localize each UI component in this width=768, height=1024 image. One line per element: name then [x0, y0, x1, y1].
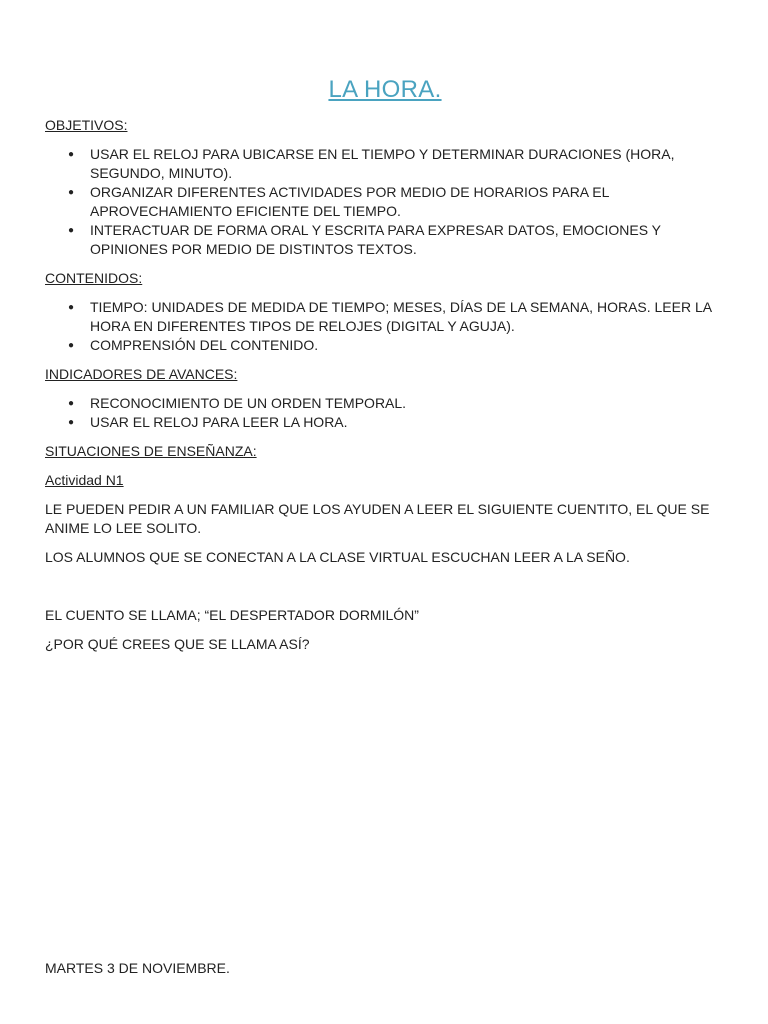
list-item: ● USAR EL RELOJ PARA LEER LA HORA. [90, 413, 725, 432]
contenidos-heading: CONTENIDOS: [45, 270, 143, 286]
actividad-paragraph: LE PUEDEN PEDIR A UN FAMILIAR QUE LOS AYUDEN A LEER EL SIGUIENTE CUENTITO, EL QUE SE ANIME LO LEE SOLITO. [45, 501, 710, 536]
objetivos-heading: OBJETIVOS: [45, 117, 128, 133]
actividad-paragraph: LOS ALUMNOS QUE SE CONECTAN A LA CLASE VIRTUAL ESCUCHAN LEER A LA SEÑO. [45, 549, 630, 565]
list-item: ● TIEMPO: UNIDADES DE MEDIDA DE TIEMPO; MESES, DÍAS DE LA SEMANA, HORAS. LEER LA HORA EN DIFERENTES TIPOS DE RELOJES (DIGITAL Y AGUJA). [90, 298, 725, 336]
objetivos-list [45, 145, 725, 259]
story-question: ¿POR QUÉ CREES QUE SE LLAMA ASÍ? [45, 636, 310, 652]
actividad-heading: Actividad N1 [45, 472, 124, 488]
list-item: ● RECONOCIMIENTO DE UN ORDEN TEMPORAL. [90, 394, 725, 413]
situaciones-heading: SITUACIONES DE ENSEÑANZA: [45, 443, 257, 459]
list-item: ● INTERACTUAR DE FORMA ORAL Y ESCRITA PARA EXPRESAR DATOS, EMOCIONES Y OPINIONES POR MEDIO DE DISTINTOS TEXTOS. [90, 221, 725, 259]
list-item: ● COMPRENSIÓN DEL CONTENIDO. [90, 336, 725, 355]
indicadores-heading: INDICADORES DE AVANCES: [45, 366, 238, 382]
contenidos-list [45, 298, 725, 355]
document-body [45, 74, 725, 664]
footer-date: MARTES 3 DE NOVIEMBRE. [45, 960, 230, 976]
blank-line [45, 577, 725, 606]
indicadores-list [45, 394, 725, 432]
story-title: EL CUENTO SE LLAMA; “EL DESPERTADOR DORMILÓN” [45, 607, 419, 623]
list-item: ● ORGANIZAR DIFERENTES ACTIVIDADES POR MEDIO DE HORARIOS PARA EL APROVECHAMIENTO EFICIENTE DEL TIEMPO. [90, 183, 725, 221]
page-title: LA HORA. [328, 76, 442, 103]
list-item: ● USAR EL RELOJ PARA UBICARSE EN EL TIEMPO Y DETERMINAR DURACIONES (HORA, SEGUNDO, MINUTO). [90, 145, 725, 183]
